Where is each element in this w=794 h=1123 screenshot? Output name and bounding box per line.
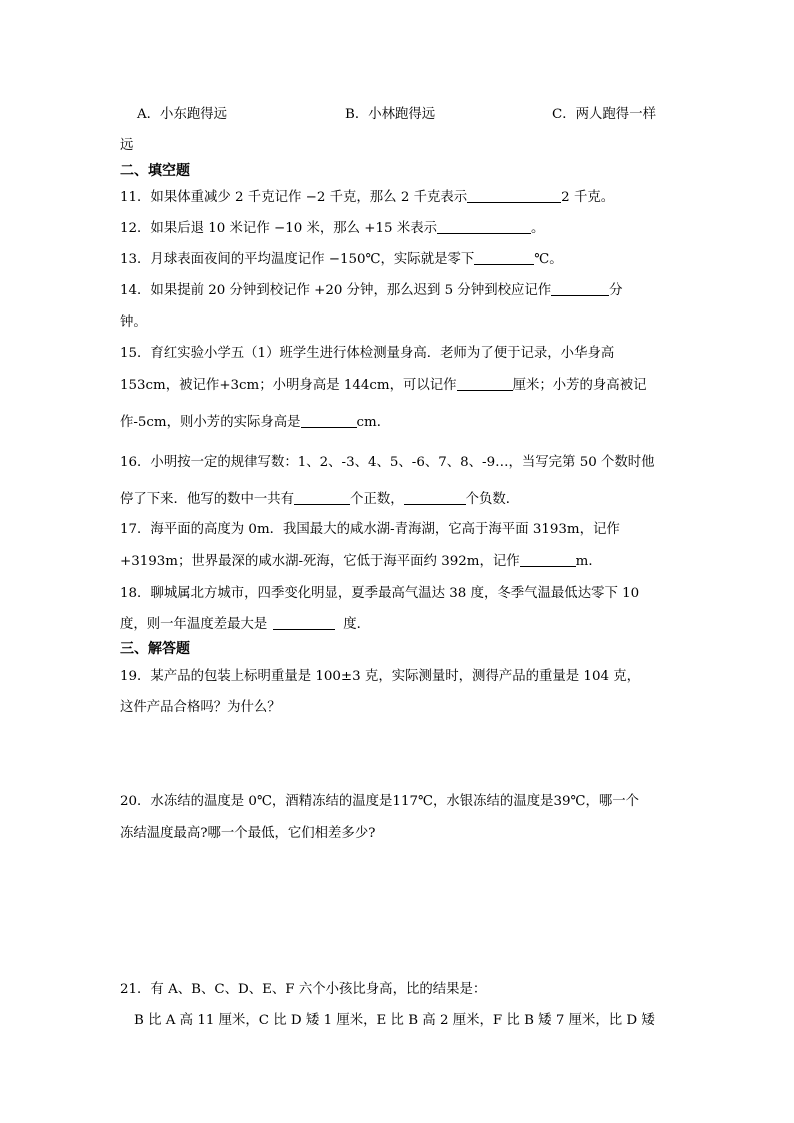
- q14-continuation: 钟。: [120, 315, 147, 330]
- q12-blank[interactable]: [437, 220, 531, 234]
- q11-blank[interactable]: [467, 189, 561, 203]
- q17-blank[interactable]: [520, 553, 576, 567]
- q16-line1: 16．小明按一定的规律写数：1、2、-3、4、5、-6、7、8、-9…，当写完第 50 个数时他: [120, 455, 655, 470]
- q11-text: 11．如果体重减少 2 千克记作 −2 千克，那么 2 千克表示: [120, 190, 468, 205]
- q13-text-end: ℃。: [534, 252, 563, 267]
- q20-line2: 冻结温度最高?哪一个最低，它们相差多少?: [120, 826, 376, 841]
- q13-text: 13．月球表面夜间的平均温度记作 −150℃，实际就是零下: [120, 252, 475, 267]
- question-11: [120, 186, 614, 205]
- q15-blank-2[interactable]: [301, 414, 357, 428]
- section-answer-title: 三、解答题: [120, 641, 190, 657]
- q14-text-end: 分: [609, 283, 623, 298]
- section-fill-blank-title: 二、填空题: [120, 163, 190, 179]
- q21-line2: B 比 A 高 11 厘米，C 比 D 矮 1 厘米，E 比 B 高 2 厘米，F 比 B 矮 7 厘米，比 D 矮: [134, 1013, 655, 1028]
- q20-line1: 20．水冻结的温度是 0℃，酒精冻结的温度是117℃，水银冻结的温度是39℃，哪一个: [120, 794, 640, 809]
- q16-line2-end: 个负数．: [465, 492, 520, 507]
- q15-line1: 15．育红实验小学五（1）班学生进行体检测量身高．老师为了便于记录，小华身高: [120, 346, 615, 361]
- q17-line2: [120, 550, 602, 569]
- q19-line2: 这件产品合格吗？为什么？: [120, 700, 281, 715]
- q16-blank-1[interactable]: [294, 491, 350, 505]
- q11-text-end: 2 千克。: [561, 190, 615, 205]
- q14-text: 14．如果提前 20 分钟到校记作 +20 分钟，那么迟到 5 分钟到校应记作: [120, 283, 552, 298]
- q16-line2-text: 停了下来．他写的数中一共有: [120, 492, 295, 507]
- q15-line2-end: 厘米；小芳的身高被记: [512, 378, 647, 393]
- q14-blank[interactable]: [551, 282, 609, 296]
- q17-line1: 17．海平面的高度为 0m．我国最大的咸水湖-青海湖，它高于海平面 3193m，记作: [120, 522, 620, 537]
- q16-blank-2[interactable]: [404, 491, 466, 505]
- q16-line2-mid: 个正数，: [350, 492, 404, 507]
- q12-text-end: 。: [531, 221, 545, 236]
- q15-line3: [120, 411, 390, 430]
- q12-text: 12．如果后退 10 米记作 −10 米，那么 +15 米表示: [120, 221, 437, 236]
- q15-line2-text: 153cm，被记作+3cm；小明身高是 144cm，可以记作: [120, 378, 457, 393]
- option-c: C．两人跑得一样: [552, 107, 656, 122]
- q17-line2-end: m．: [575, 554, 602, 569]
- q19-line1: 19．某产品的包装上标明重量是 100±3 克，实际测量时，测得产品的重量是 104 克，: [120, 669, 641, 684]
- q13-blank[interactable]: [474, 251, 534, 265]
- q16-line2: [120, 488, 519, 507]
- option-c-continuation: 远: [120, 138, 134, 153]
- option-a: A．小东跑得远: [137, 107, 228, 122]
- q18-line2-text: 度，则一年温度差最大是: [120, 617, 268, 632]
- q15-line2: [120, 374, 646, 393]
- q15-line3-text: 作-5cm，则小芳的实际身高是: [120, 415, 301, 430]
- q21-line1: 21．有 A、B、C、D、E、F 六个小孩比身高，比的结果是：: [120, 982, 487, 997]
- q18-line2-end: 度．: [343, 617, 371, 632]
- q15-line3-end: cm．: [356, 415, 391, 430]
- question-12: [120, 217, 544, 236]
- q15-blank-1[interactable]: [457, 377, 513, 391]
- q18-line2: [120, 613, 370, 632]
- question-14: [120, 279, 623, 298]
- q18-blank[interactable]: [273, 616, 335, 630]
- option-b: B．小林跑得远: [345, 107, 436, 122]
- question-13: [120, 248, 563, 267]
- q18-line1: 18．聊城属北方城市，四季变化明显，夏季最高气温达 38 度，冬季气温最低达零下 10: [120, 586, 640, 601]
- q17-line2-text: +3193m；世界最深的咸水湖-死海，它低于海平面约 392m，记作: [120, 554, 520, 569]
